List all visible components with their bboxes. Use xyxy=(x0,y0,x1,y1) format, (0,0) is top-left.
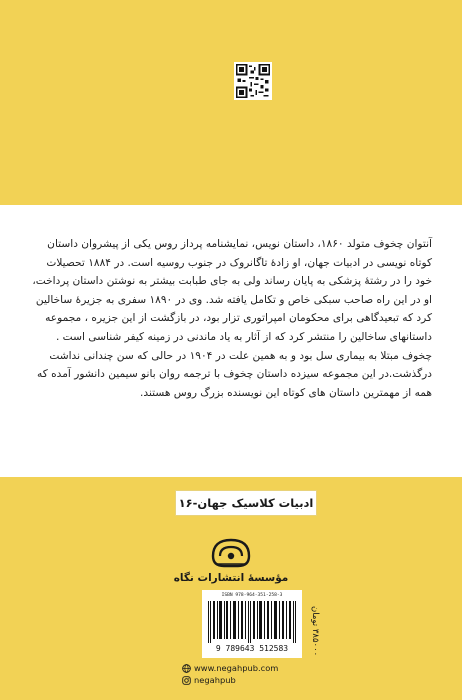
instagram-icon xyxy=(182,676,191,685)
isbn-barcode xyxy=(202,590,302,658)
qr-code-icon xyxy=(234,62,272,100)
isbn-text: ISBN 978-964-351-258-3 xyxy=(221,593,283,598)
blurb-paragraph: آنتوان چخوف متولد ۱۸۶۰، داستان نویس، نمایشنامه پرداز روس یکی از پیشروان داستان کوتاه نویسی در ادبیات جهان، او زادهٔ تاگانروک در جنوب روسیه است. در ۱۸۸۴ تحصیلات خود را در رشتهٔ پزشکی به پایان رساند ولی به جای طبابت بیشتر به نوشتن داستان پرداخت، او در این راه صاحب سبکی خاص و تکامل یافته شد. وی در ۱۸۹۰ سفری به جزیرهٔ ساخالین کرد که تبعیدگاهی برای محکومان امپراتوری تزار بود، در بازگشت از این جزیره ، مجموعه داستانهای ساخالین را منتشر کرد که از آثار به یاد ماندنی در زمینه کیفر شناسی است . xyxy=(32,238,432,343)
top-yellow-band xyxy=(0,0,462,205)
barcode-number: 9 789643 512583 xyxy=(215,644,289,653)
publisher-name: مؤسسهٔ انتشارات نگاه xyxy=(173,572,289,584)
globe-icon xyxy=(182,664,191,673)
instagram-row[interactable] xyxy=(182,674,322,686)
blurb-paragraph: چخوف مبتلا به بیماری سل بود و به همین علت در ۱۹۰۴ در حالی که سن چندانی نداشت درگذشت.در این مجموعه سیزده داستان چخوف با ترجمه روان بانو سیمین دانشور آمده که همه از مهمترین داستان های کوتاه این نویسنده بزرگ روس هستند. xyxy=(37,349,432,399)
instagram-handle[interactable]: negahpub xyxy=(194,675,236,685)
website-row[interactable] xyxy=(182,662,322,674)
price-label: ۳۸۵۰۰۰ تومان xyxy=(310,605,320,656)
publisher-logo-icon xyxy=(210,536,252,570)
back-cover-blurb xyxy=(30,235,432,402)
barcode-icon xyxy=(208,601,296,643)
series-label: ادبیات کلاسیک جهان-۱۶ xyxy=(175,490,317,516)
website-link[interactable]: www.negahpub.com xyxy=(194,663,279,673)
publisher-contacts xyxy=(182,662,322,686)
